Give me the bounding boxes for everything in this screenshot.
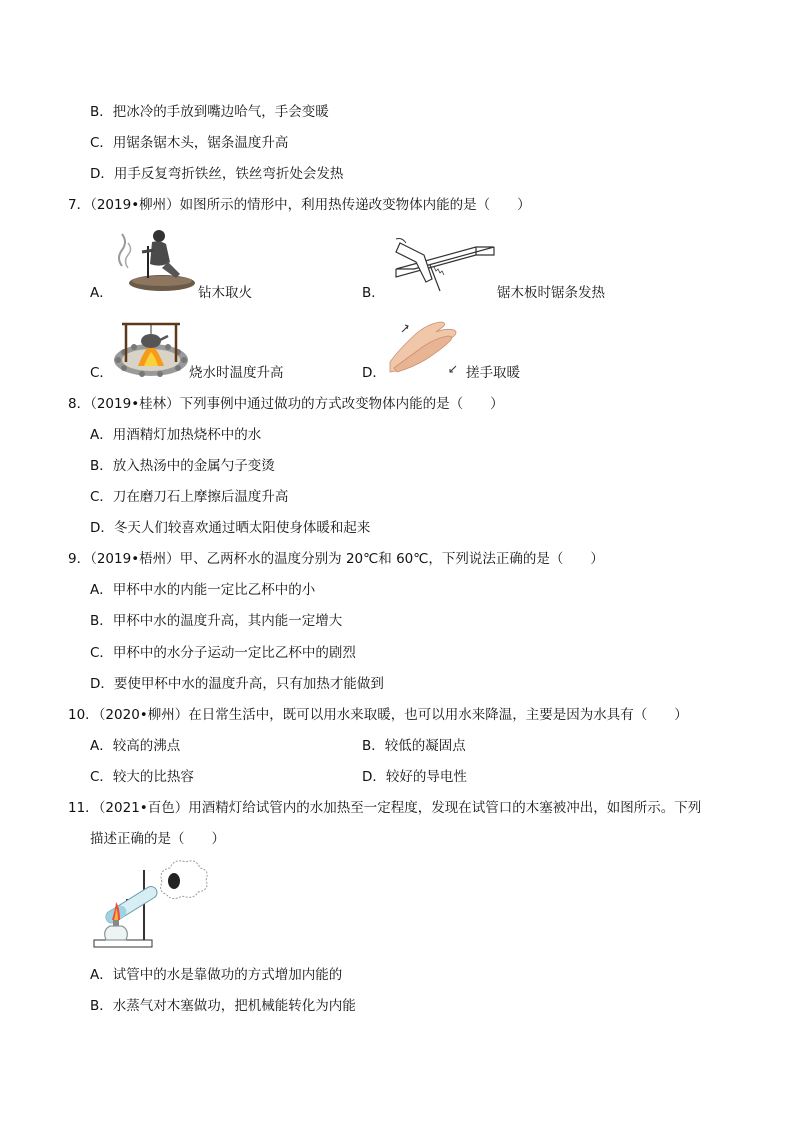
q7-option-b-letter: B．: [362, 285, 385, 301]
q10-option-b: B．较低的凝固点: [362, 738, 466, 754]
test-tube-experiment-illustration: [90, 860, 210, 955]
q9-stem: 9．（2019•梧州）甲、乙两杯水的温度分别为 20℃和 60℃，下列说法正确的是（ ）: [68, 551, 604, 567]
q6-option-c: C．用锯条锯木头，锯条温度升高: [90, 135, 289, 151]
q6-option-d: D．用手反复弯折铁丝，铁丝弯折处会发热: [90, 166, 344, 182]
q8-stem: 8．（2019•桂林）下列事例中通过做功的方式改变物体内能的是（ ）: [68, 396, 504, 412]
q8-option-c: C．刀在磨刀石上摩擦后温度升高: [90, 489, 289, 505]
q7-option-a-letter: A．: [90, 285, 113, 301]
q9-option-c: C．甲杯中的水分子运动一定比乙杯中的剧烈: [90, 645, 356, 661]
q7-option-d-letter: D．: [362, 365, 386, 381]
q7-option-b-caption: 锯木板时锯条发热: [497, 285, 605, 301]
drilling-fire-illustration: [112, 226, 197, 296]
q9-option-a: A．甲杯中水的内能一定比乙杯中的小: [90, 582, 316, 598]
q8-option-b: B．放入热汤中的金属勺子变烫: [90, 458, 275, 474]
q8-option-a: A．用酒精灯加热烧杯中的水: [90, 427, 262, 443]
q7-option-c-caption: 烧水时温度升高: [189, 365, 284, 381]
q9-option-b: B．甲杯中水的温度升高，其内能一定增大: [90, 613, 343, 629]
q11-stem-line2: 描述正确的是（ ）: [90, 831, 225, 847]
q7-stem: 7．（2019•柳州）如图所示的情形中，利用热传递改变物体内能的是（ ）: [68, 197, 531, 213]
q7-option-a-caption: 钻木取火: [198, 285, 252, 301]
boiling-water-illustration: [112, 316, 190, 382]
sawing-wood-illustration: [390, 237, 495, 295]
q10-option-c: C．较大的比热容: [90, 769, 194, 785]
q6-option-b: B．把冰冷的手放到嘴边哈气，手会变暖: [90, 104, 329, 120]
q8-option-d: D．冬天人们较喜欢通过晒太阳使身体暖和起来: [90, 520, 371, 536]
q11-stem-line1: 11．（2021•百色）用酒精灯给试管内的水加热至一定程度，发现在试管口的木塞被冲出，如图所示。下列: [68, 800, 702, 816]
q10-stem: 10．（2020•柳州）在日常生活中，既可以用水来取暖，也可以用水来降温，主要是因为水具有（ ）: [68, 707, 688, 723]
q11-option-a: A．试管中的水是靠做功的方式增加内能的: [90, 967, 343, 983]
q7-option-d-caption: 搓手取暖: [466, 365, 520, 381]
rubbing-hands-illustration: [388, 318, 464, 380]
q10-option-a: A．较高的沸点: [90, 738, 181, 754]
q7-option-c-letter: C．: [90, 365, 113, 381]
q10-option-d: D．较好的导电性: [362, 769, 467, 785]
q9-option-d: D．要使甲杯中水的温度升高，只有加热才能做到: [90, 676, 384, 692]
q11-option-b: B．水蒸气对木塞做功，把机械能转化为内能: [90, 998, 356, 1014]
